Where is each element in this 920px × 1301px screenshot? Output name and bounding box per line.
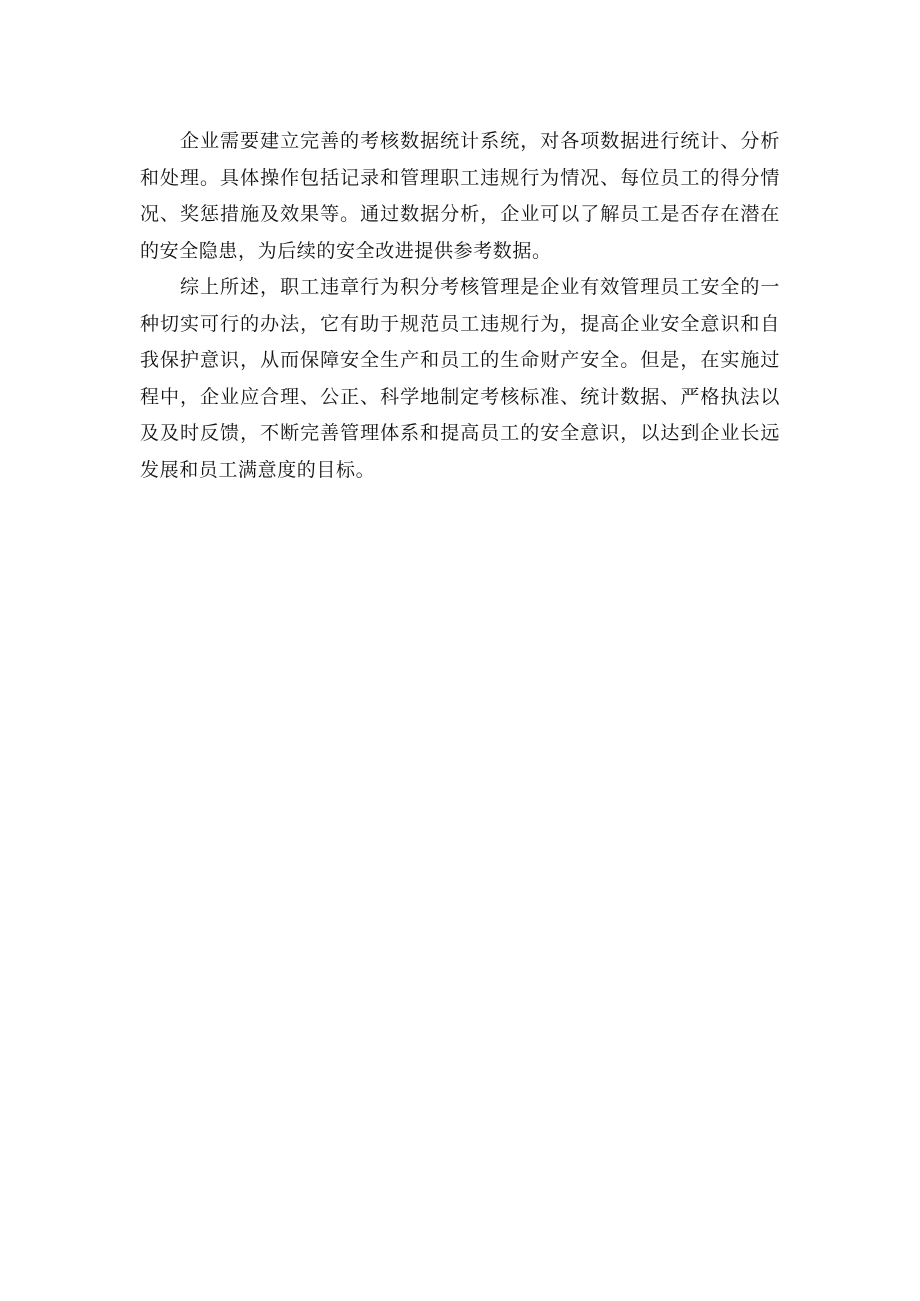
document-body bbox=[140, 123, 780, 488]
body-paragraph-2: 综上所述，职工违章行为积分考核管理是企业有效管理员工安全的一种切实可行的办法，它有助于规范员工违规行为，提高企业安全意识和自我保护意识，从而保障安全生产和员工的生命财产安全。但是，在实施过程中，企业应合理、公正、科学地制定考核标准、统计数据、严格执法以及及时反馈，不断完善管理体系和提高员工的安全意识，以达到企业长远发展和员工满意度的目标。 bbox=[140, 276, 780, 481]
body-paragraph-1: 企业需要建立完善的考核数据统计系统，对各项数据进行统计、分析和处理。具体操作包括记录和管理职工违规行为情况、每位员工的得分情况、奖惩措施及效果等。通过数据分析，企业可以了解员工是否存在潜在的安全隐患，为后续的安全改进提供参考数据。 bbox=[140, 130, 780, 262]
